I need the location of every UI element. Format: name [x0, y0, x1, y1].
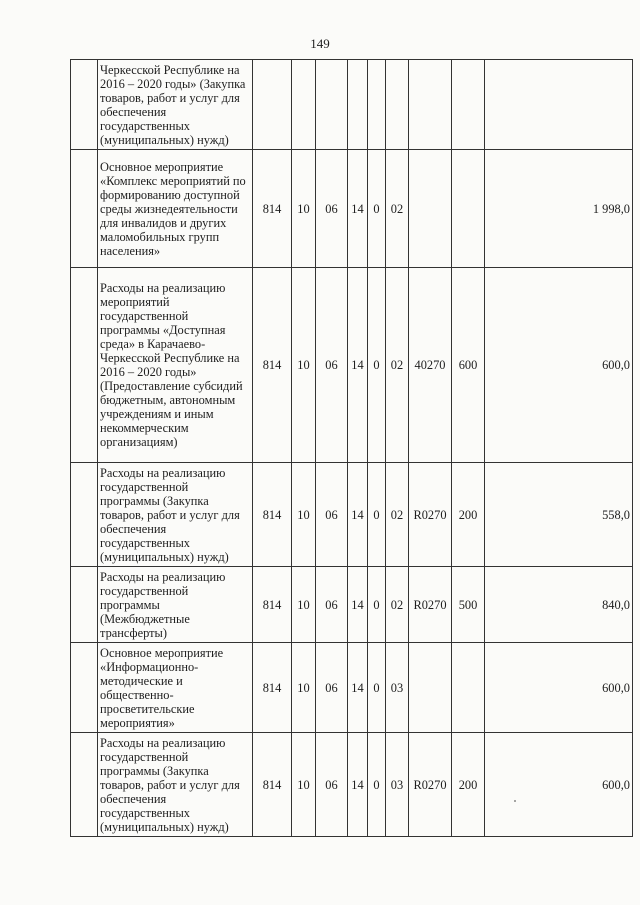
program-code: 14 — [348, 733, 368, 837]
subprogram-code: 0 — [368, 733, 386, 837]
ministry-code: 814 — [253, 463, 292, 567]
table-row — [71, 567, 633, 643]
ministry-code: 814 — [253, 150, 292, 268]
subsection-code: 06 — [316, 643, 348, 733]
table-row — [71, 150, 633, 268]
subsection-code: 06 — [316, 150, 348, 268]
section-code: 10 — [292, 567, 316, 643]
ministry-code: 814 — [253, 567, 292, 643]
section-code — [292, 60, 316, 150]
budget-table — [70, 59, 633, 837]
table-row — [71, 60, 633, 150]
ministry-code: 814 — [253, 268, 292, 463]
blank-cell — [71, 268, 98, 463]
amount: 600,0 — [485, 733, 633, 837]
expense-type-code — [452, 60, 485, 150]
subprogram-code: 0 — [368, 268, 386, 463]
section-code: 10 — [292, 643, 316, 733]
expense-type-code: 200 — [452, 733, 485, 837]
amount — [485, 60, 633, 150]
expense-type-code: 600 — [452, 268, 485, 463]
expense-type-code — [452, 643, 485, 733]
table-row — [71, 733, 633, 837]
main-event-code: 02 — [386, 150, 409, 268]
row-name: Расходы на реализацию государственной программы (Закупка товаров, работ и услуг для обеспечения государственных (муниципальных) нужд) — [98, 463, 253, 567]
blank-cell — [71, 733, 98, 837]
blank-cell — [71, 567, 98, 643]
row-name: Расходы на реализацию государственной программы (Межбюджетные трансферты) — [98, 567, 253, 643]
program-code: 14 — [348, 567, 368, 643]
blank-cell — [71, 150, 98, 268]
row-name: Основное мероприятие «Информационно-методические и общественно-просветительские мероприятия» — [98, 643, 253, 733]
table-row — [71, 463, 633, 567]
section-code: 10 — [292, 733, 316, 837]
section-code: 10 — [292, 150, 316, 268]
subsection-code: 06 — [316, 268, 348, 463]
blank-cell — [71, 463, 98, 567]
direction-code: R0270 — [409, 463, 452, 567]
section-code: 10 — [292, 463, 316, 567]
blank-cell — [71, 643, 98, 733]
subprogram-code — [368, 60, 386, 150]
main-event-code: 03 — [386, 733, 409, 837]
program-code: 14 — [348, 463, 368, 567]
amount: 600,0 — [485, 268, 633, 463]
row-name: Черкесской Республике на 2016 – 2020 годы» (Закупка товаров, работ и услуг для обеспечения государственных (муниципальных) нужд) — [98, 60, 253, 150]
program-code — [348, 60, 368, 150]
subprogram-code: 0 — [368, 463, 386, 567]
row-name: Расходы на реализацию государственной программы (Закупка товаров, работ и услуг для обеспечения государственных (муниципальных) нужд) — [98, 733, 253, 837]
amount: 840,0 — [485, 567, 633, 643]
subprogram-code: 0 — [368, 643, 386, 733]
direction-code — [409, 150, 452, 268]
scan-speck — [514, 800, 516, 802]
main-event-code: 02 — [386, 268, 409, 463]
section-code: 10 — [292, 268, 316, 463]
main-event-code: 02 — [386, 463, 409, 567]
subsection-code: 06 — [316, 733, 348, 837]
main-event-code: 03 — [386, 643, 409, 733]
subsection-code: 06 — [316, 463, 348, 567]
expense-type-code: 500 — [452, 567, 485, 643]
row-name: Основное мероприятие «Комплекс мероприятий по формированию доступной среды жизнедеятельности для инвалидов и других маломобильных групп населения» — [98, 150, 253, 268]
direction-code — [409, 60, 452, 150]
table-row — [71, 643, 633, 733]
row-name: Расходы на реализацию мероприятий государственной программы «Доступная среда» в Карачаево-Черкесской Республике на 2016 – 2020 годы» (Предоставление субсидий бюджетным, автономным учреждениям и иным некоммерческим организациям) — [98, 268, 253, 463]
ministry-code — [253, 60, 292, 150]
amount: 1 998,0 — [485, 150, 633, 268]
program-code: 14 — [348, 268, 368, 463]
expense-type-code: 200 — [452, 463, 485, 567]
direction-code: R0270 — [409, 567, 452, 643]
direction-code: R0270 — [409, 733, 452, 837]
subsection-code — [316, 60, 348, 150]
ministry-code: 814 — [253, 643, 292, 733]
program-code: 14 — [348, 643, 368, 733]
main-event-code — [386, 60, 409, 150]
direction-code: 40270 — [409, 268, 452, 463]
table-row — [71, 268, 633, 463]
subsection-code: 06 — [316, 567, 348, 643]
program-code: 14 — [348, 150, 368, 268]
ministry-code: 814 — [253, 733, 292, 837]
blank-cell — [71, 60, 98, 150]
direction-code — [409, 643, 452, 733]
main-event-code: 02 — [386, 567, 409, 643]
page-number: 149 — [310, 36, 330, 51]
amount: 558,0 — [485, 463, 633, 567]
amount: 600,0 — [485, 643, 633, 733]
subprogram-code: 0 — [368, 567, 386, 643]
subprogram-code: 0 — [368, 150, 386, 268]
expense-type-code — [452, 150, 485, 268]
